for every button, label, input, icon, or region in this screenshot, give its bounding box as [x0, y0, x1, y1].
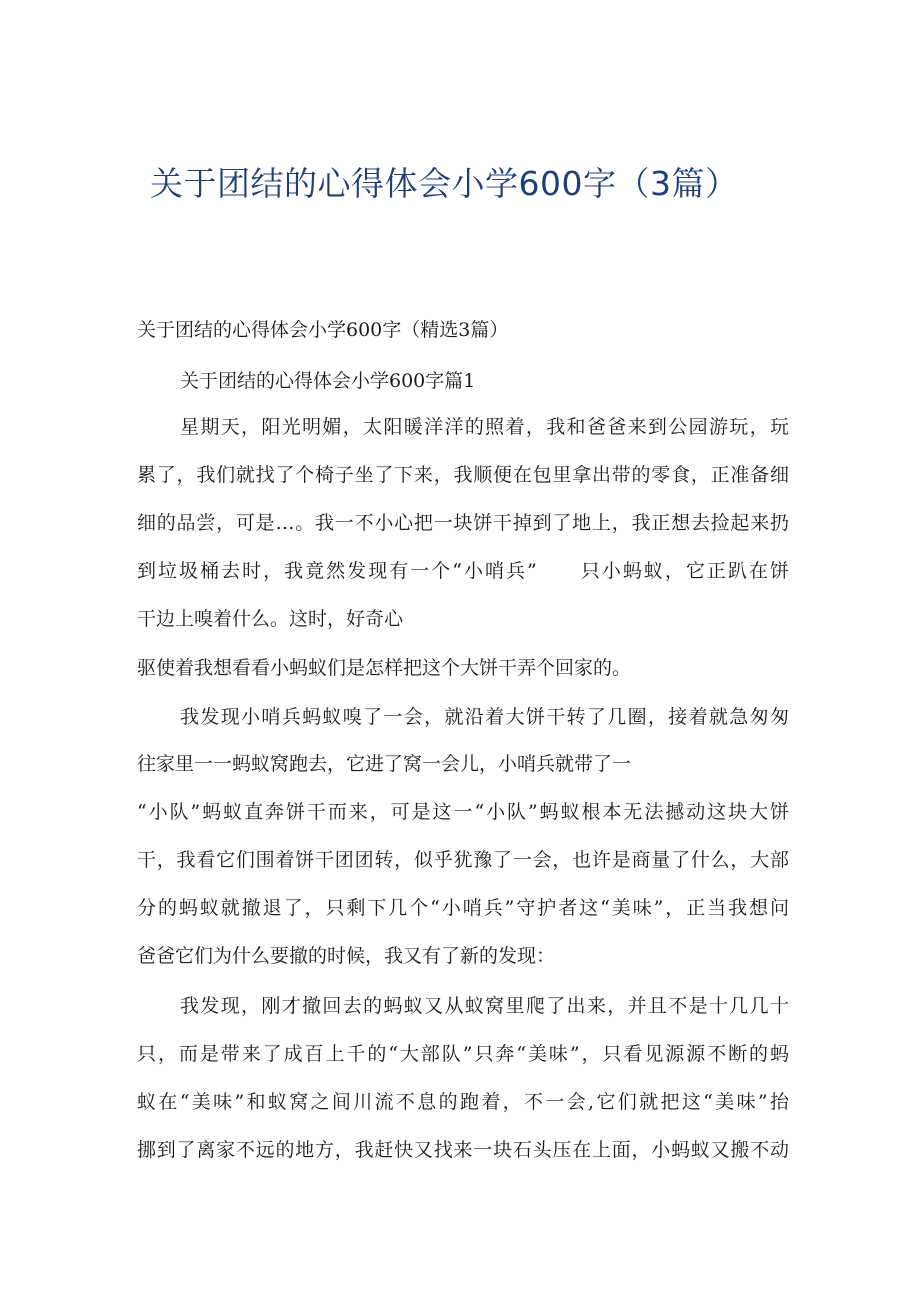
paragraph-line: 干，我看它们围着饼干团团转，似乎犹豫了一会，也许是商量了什么，大部 [137, 849, 789, 871]
document-subtitle: 关于团结的心得体会小学600字（精选3篇） [137, 319, 509, 341]
paragraph-line: 星期天，阳光明媚，太阳暖洋洋的照着，我和爸爸来到公园游玩，玩 [180, 416, 789, 438]
paragraph-line: 蚁在“美味”和蚁窝之间川流不息的跑着，不一会,它们就把这“美味”抬 [137, 1091, 789, 1113]
paragraph-line: 爸爸它们为什么要撤的时候，我又有了新的发现： [137, 945, 556, 967]
paragraph-line: “小队”蚂蚁直奔饼干而来，可是这一“小队”蚂蚁根本无法撼动这块大饼 [137, 801, 789, 823]
document-title: 关于团结的心得体会小学600字（3篇） [150, 164, 739, 203]
paragraph-line: 我发现，刚才撤回去的蚂蚁又从蚁窝里爬了出来，并且不是十几几十 [180, 995, 789, 1017]
section-heading: 关于团结的心得体会小学600字篇1 [180, 370, 476, 392]
paragraph-line: 驱使着我想看看小蚂蚁们是怎样把这个大饼干弄个回家的。 [137, 657, 632, 679]
paragraph-line: 分的蚂蚁就撤退了，只剩下几个“小哨兵”守护者这“美味”，正当我想问 [137, 897, 789, 919]
paragraph-line: 往家里一一蚂蚁窝跑去，它进了窝一会儿，小哨兵就带了一 [137, 753, 632, 775]
paragraph-line: 累了，我们就找了个椅子坐了下来，我顺便在包里拿出带的零食，正准备细 [137, 464, 789, 486]
paragraph-line: 我发现小哨兵蚂蚁嗅了一会，就沿着大饼干转了几圈，接着就急匆匆 [180, 706, 789, 728]
paragraph-line: 挪到了离家不远的地方，我赶快又找来一块石头压在上面，小蚂蚁又搬不动 [137, 1139, 789, 1161]
paragraph-line: 到垃圾桶去时，我竟然发现有一个“小哨兵” 只小蚂蚁，它正趴在饼 [137, 560, 789, 582]
paragraph-line: 干边上嗅着什么。这时，好奇心 [137, 608, 404, 630]
paragraph-line: 只，而是带来了成百上千的“大部队”只奔“美味”，只看见源源不断的蚂 [137, 1043, 789, 1065]
paragraph-line: 细的品尝，可是…。我一不小心把一块饼干掉到了地上，我正想去捡起来扔 [137, 512, 789, 534]
